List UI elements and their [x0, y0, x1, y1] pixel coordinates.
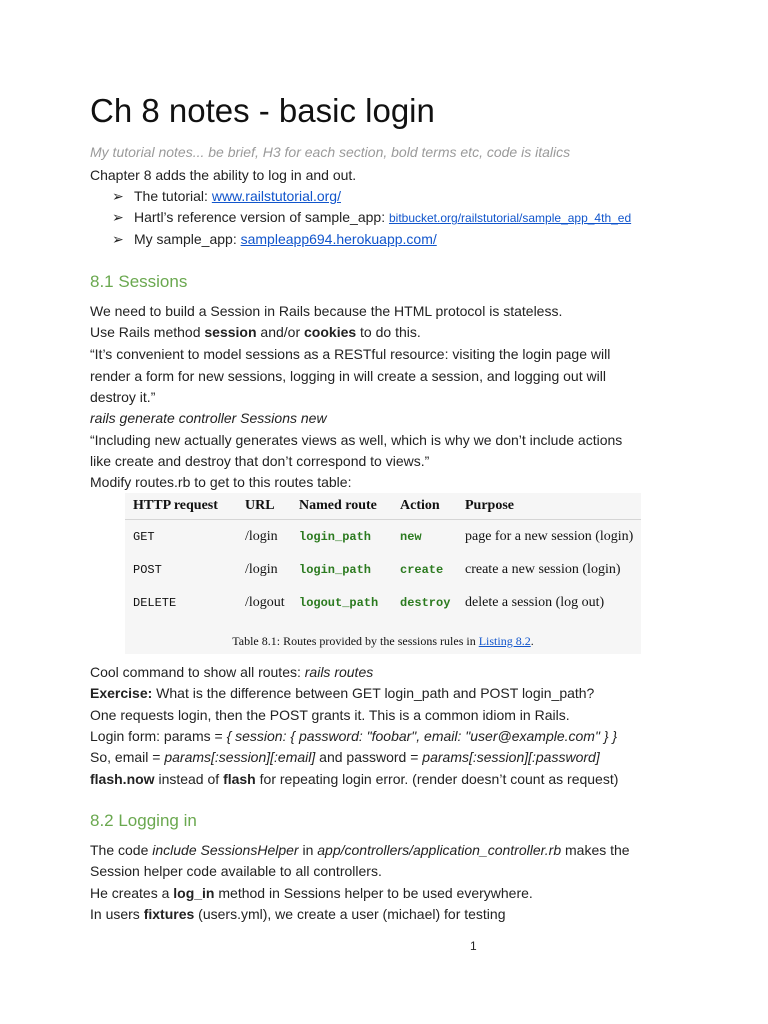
list-item: ➢ Hartl’s reference version of sample_app: bitbucket.org/railstutorial/sample_app_4th_ed [112, 209, 632, 225]
quote-line: render a form for new sessions, logging in will create a session, and logging out will [90, 368, 606, 384]
paragraph: Login form: params = { session: { password: "foobar", email: "user@example.com" } } [90, 728, 618, 744]
list-item: ➢ The tutorial: www.railstutorial.org/ [112, 188, 341, 204]
column-header: HTTP request [125, 493, 245, 520]
arrow-bullet-icon: ➢ [112, 188, 124, 204]
my-app-link[interactable]: sampleapp694.herokuapp.com/ [240, 231, 437, 247]
page-number: 1 [470, 939, 477, 953]
listing-link[interactable]: Listing 8.2 [478, 634, 531, 648]
quote-line: destroy it.” [90, 389, 156, 405]
intro-text: Chapter 8 adds the ability to log in and out. [90, 167, 357, 183]
table-row: GET /login login_path new page for a new session (login) [133, 528, 634, 544]
table-caption: Table 8.1: Routes provided by the sessions rules in Listing 8.2. [232, 634, 534, 648]
column-header: URL [245, 493, 299, 520]
page-subtitle: My tutorial notes... be brief, H3 for each section, bold terms etc, code is italics [90, 144, 571, 160]
paragraph: The code include SessionsHelper in app/controllers/application_controller.rb makes the [90, 842, 630, 858]
column-header: Action [400, 493, 465, 520]
section-heading-logging-in: 8.2 Logging in [90, 811, 197, 830]
list-item: ➢ My sample_app: sampleapp694.herokuapp.com/ [112, 231, 437, 247]
arrow-bullet-icon: ➢ [112, 209, 124, 225]
paragraph: Exercise: What is the difference between GET login_path and POST login_path? [90, 685, 595, 701]
reference-app-link[interactable]: bitbucket.org/railstutorial/sample_app_4th_ed [388, 211, 632, 225]
table-row: POST /login login_path create create a new session (login) [133, 561, 621, 577]
page-title: Ch 8 notes - basic login [90, 92, 435, 129]
paragraph: So, email = params[:session][:email] and password = params[:session][:password] [90, 749, 600, 765]
paragraph: He creates a log_in method in Sessions helper to be used everywhere. [90, 885, 533, 901]
column-header: Purpose [465, 493, 641, 520]
quote-line: “Including new actually generates views as well, which is why we don’t include actions [90, 432, 623, 448]
code-command: rails generate controller Sessions new [90, 410, 327, 426]
table-header-row [125, 493, 641, 520]
paragraph: We need to build a Session in Rails because the HTML protocol is stateless. [90, 303, 563, 319]
table-row: DELETE /logout logout_path destroy delete a session (log out) [133, 594, 605, 610]
paragraph: Use Rails method session and/or cookies to do this. [90, 324, 421, 340]
routes-table [125, 493, 641, 619]
paragraph: flash.now instead of flash for repeating login error. (render doesn’t count as request) [90, 771, 619, 787]
paragraph: Session helper code available to all controllers. [90, 863, 382, 879]
routes-table-image [125, 493, 641, 654]
arrow-bullet-icon: ➢ [112, 231, 124, 247]
quote-line: “It’s convenient to model sessions as a RESTful resource: visiting the login page will [90, 346, 611, 362]
paragraph: Cool command to show all routes: rails routes [90, 664, 374, 680]
paragraph: In users fixtures (users.yml), we create a user (michael) for testing [90, 906, 506, 922]
paragraph: One requests login, then the POST grants it. This is a common idiom in Rails. [90, 707, 570, 723]
tutorial-link[interactable]: www.railstutorial.org/ [211, 188, 341, 204]
column-header: Named route [299, 493, 400, 520]
quote-line: like create and destroy that don’t correspond to views.” [90, 453, 430, 469]
section-heading-sessions: 8.1 Sessions [90, 272, 188, 291]
paragraph: Modify routes.rb to get to this routes table: [90, 474, 352, 490]
